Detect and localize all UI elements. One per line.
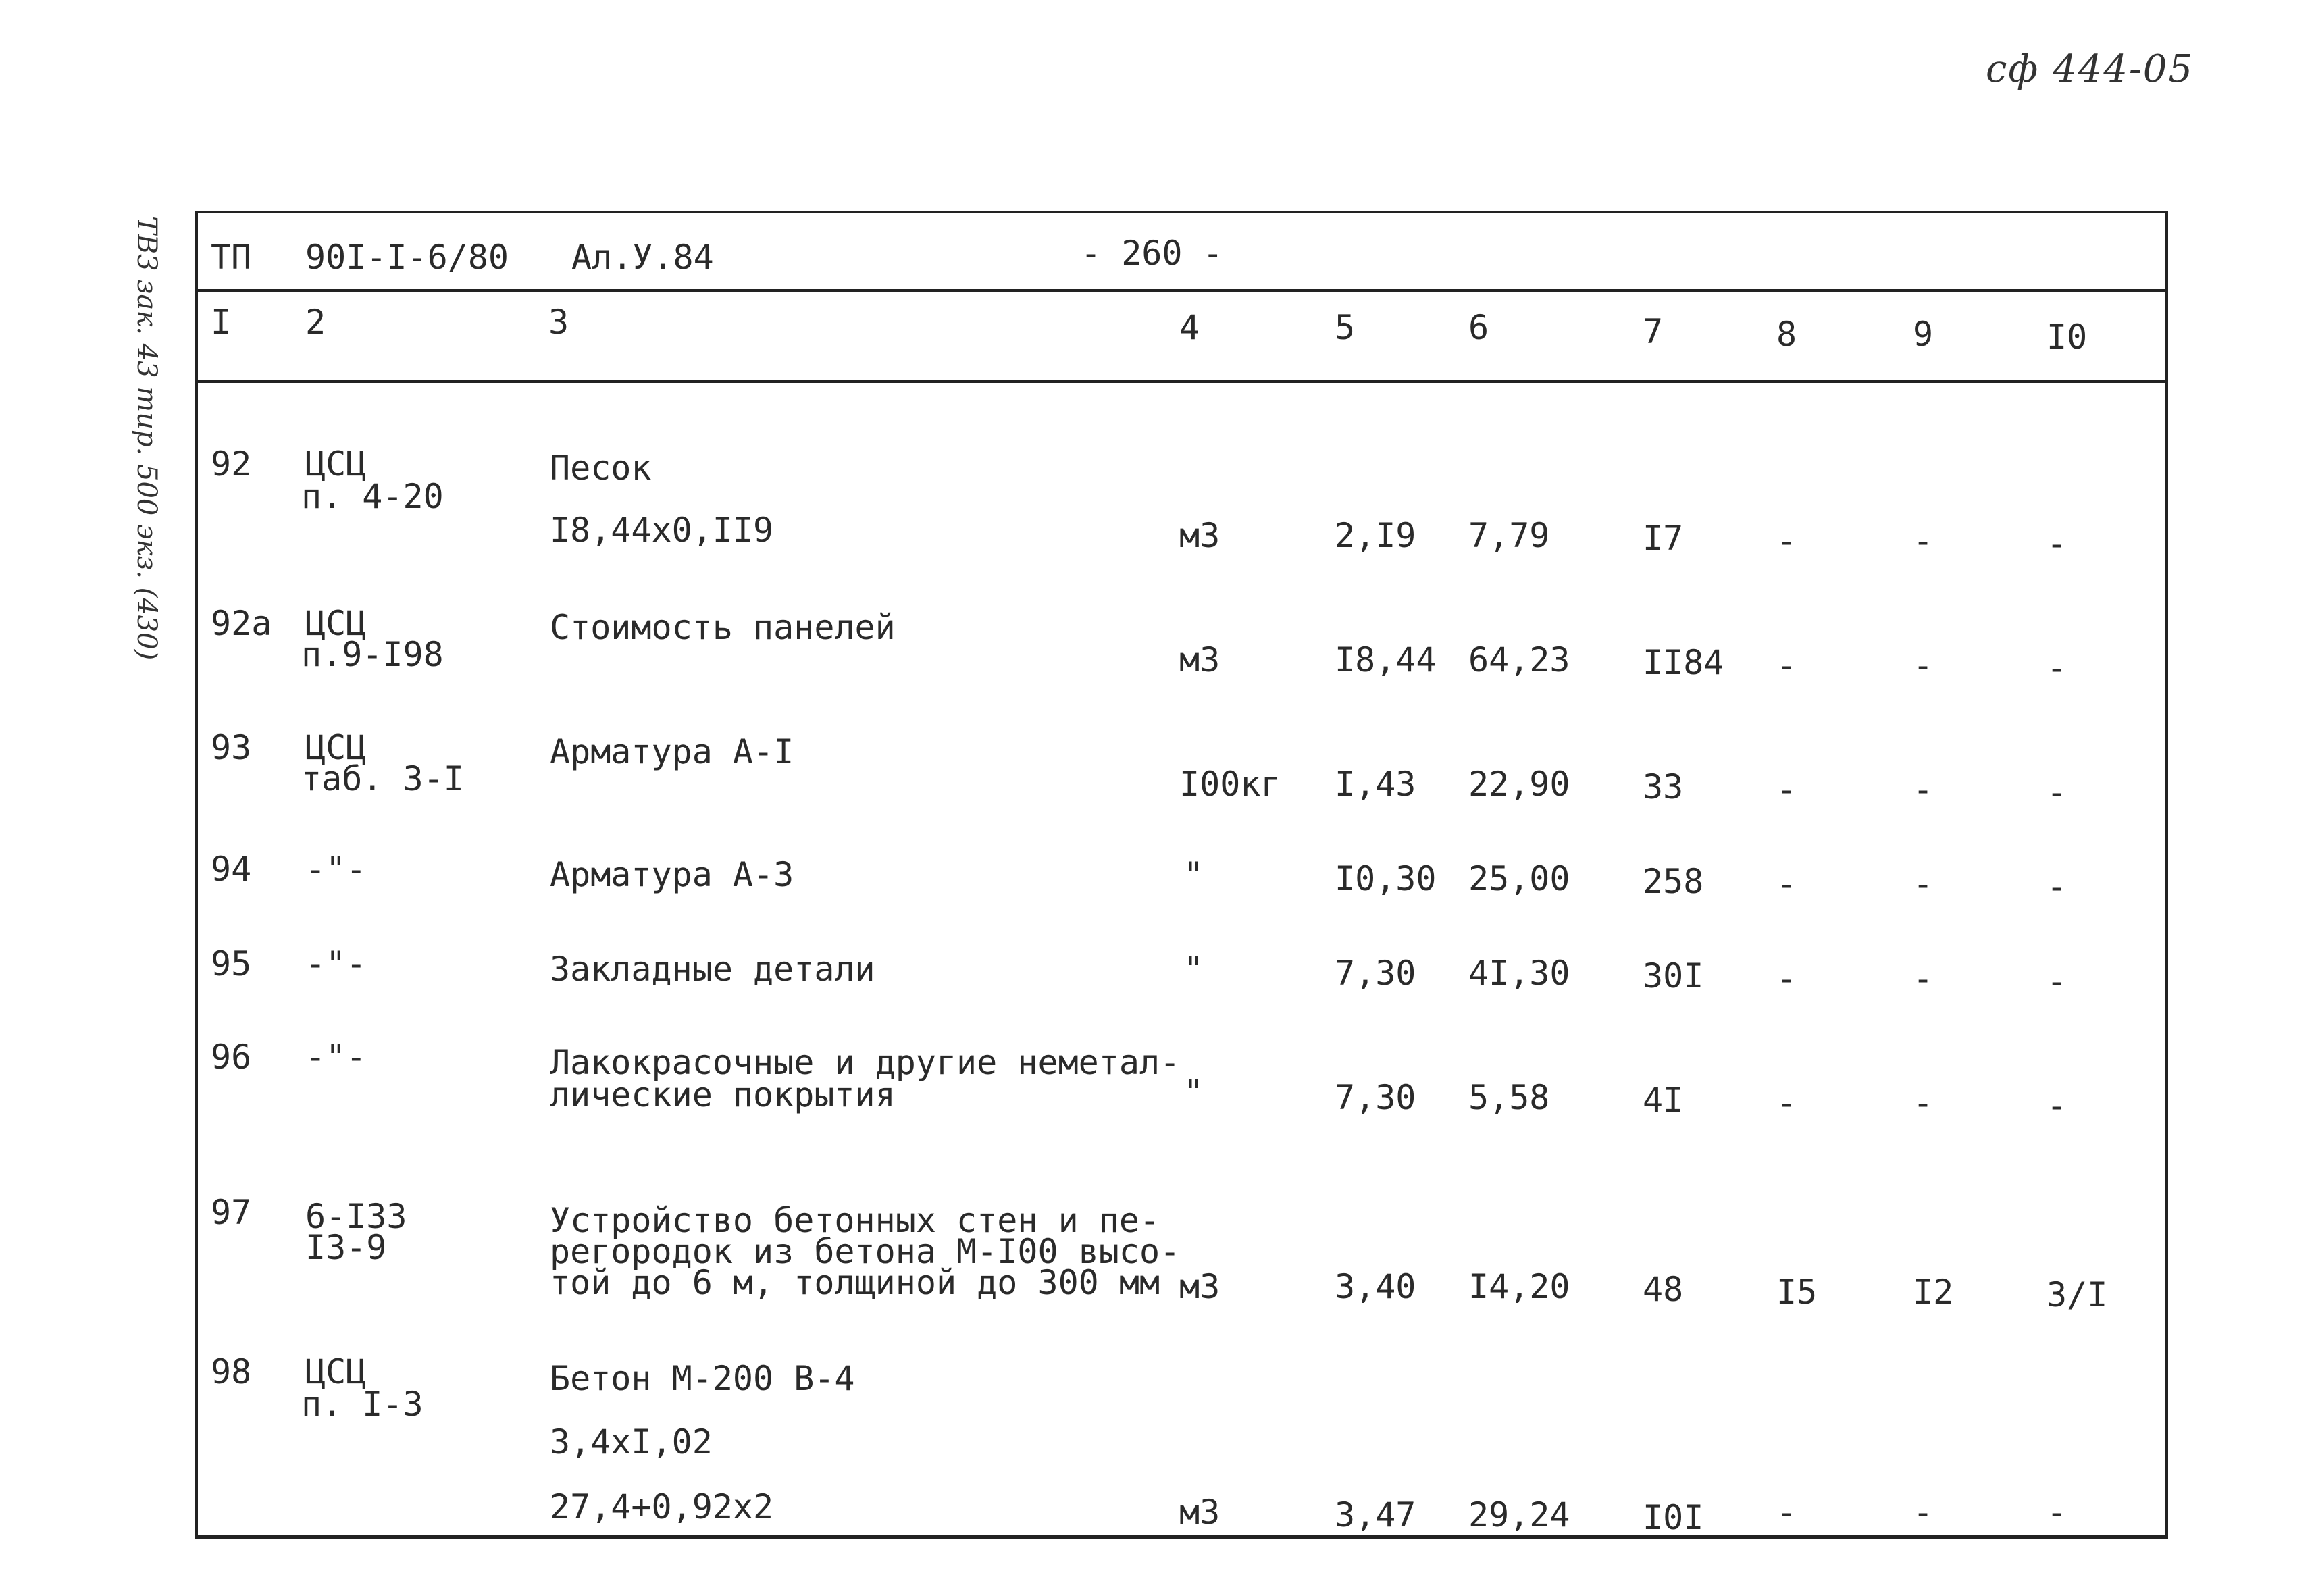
row-description: Закладные детали <box>550 950 875 989</box>
row-quantity: I,43 <box>1335 765 1416 804</box>
row-calculation: 3,4xI,02 <box>550 1422 713 1462</box>
row-number: 93 <box>211 728 252 767</box>
row-number: 95 <box>211 944 252 983</box>
row-code: ЦСЦ <box>305 444 367 484</box>
row-number: 98 <box>211 1352 252 1391</box>
row-total: 30I <box>1643 956 1704 996</box>
row-description: Стоимость панелей <box>550 608 896 647</box>
row-quantity: 7,30 <box>1335 954 1416 993</box>
columns-divider-line <box>195 380 2168 383</box>
row-total: 33 <box>1643 767 1684 806</box>
row-total: I0I <box>1643 1498 1704 1537</box>
row-unit: " <box>1183 950 1204 989</box>
row-col10: - <box>2047 867 2067 906</box>
column-number: 3 <box>548 303 569 342</box>
row-description: Арматура А-3 <box>550 855 794 894</box>
row-code: ЦСЦ <box>305 728 367 767</box>
row-col9: - <box>1913 770 1934 809</box>
row-unit: I00кг <box>1179 765 1281 804</box>
row-total: II84 <box>1643 643 1724 682</box>
column-number: 9 <box>1913 315 1934 354</box>
header-project-number: 90I-I-6/80 <box>305 238 509 277</box>
row-col8: - <box>1776 521 1797 561</box>
row-unit: м3 <box>1179 1267 1220 1306</box>
header-album: Ал.У.84 <box>571 238 714 277</box>
row-col10: - <box>2047 648 2067 688</box>
row-col9: - <box>1913 646 1934 685</box>
row-col8: - <box>1776 646 1797 685</box>
row-quantity: I8,44 <box>1335 640 1437 679</box>
row-code: -"- <box>305 944 367 983</box>
row-col9: - <box>1913 1083 1934 1123</box>
row-unit: м3 <box>1179 516 1220 555</box>
row-quantity: 7,30 <box>1335 1078 1416 1117</box>
row-col9: I2 <box>1913 1272 1954 1312</box>
row-unit: " <box>1183 855 1204 894</box>
row-col9: - <box>1913 1493 1934 1532</box>
row-col8: - <box>1776 770 1797 809</box>
row-unit-price: 22,90 <box>1468 765 1570 804</box>
row-quantity: 3,47 <box>1335 1495 1416 1535</box>
row-col10: - <box>2047 962 2067 1001</box>
row-col10: - <box>2047 1493 2067 1532</box>
row-col9: - <box>1913 865 1934 904</box>
row-number: 94 <box>211 850 252 889</box>
column-number: 6 <box>1468 308 1489 347</box>
row-description: Бетон М-200 В-4 <box>550 1359 855 1398</box>
row-unit-price: I4,20 <box>1468 1267 1570 1306</box>
row-total: 258 <box>1643 862 1704 901</box>
page-number: - 260 - <box>1081 234 1223 273</box>
row-code: п. 4-20 <box>301 477 444 516</box>
row-code: 6-I33 <box>305 1197 407 1236</box>
row-unit-price: 5,58 <box>1468 1078 1550 1117</box>
row-col9: - <box>1913 959 1934 998</box>
row-unit-price: 25,00 <box>1468 859 1570 898</box>
row-col9: - <box>1913 521 1934 561</box>
row-number: 92а <box>211 604 272 643</box>
column-number: 2 <box>305 303 326 342</box>
row-calculation: 27,4+0,92x2 <box>550 1487 774 1526</box>
row-number: 92 <box>211 444 252 484</box>
row-unit-price: 29,24 <box>1468 1495 1570 1535</box>
column-number: 4 <box>1179 308 1200 347</box>
row-unit-price: 7,79 <box>1468 516 1550 555</box>
row-col10: - <box>2047 524 2067 563</box>
column-number: I <box>211 303 232 342</box>
row-code: ЦСЦ <box>305 604 367 643</box>
row-code: таб. 3-I <box>301 759 464 798</box>
row-total: 48 <box>1643 1270 1684 1309</box>
row-unit: м3 <box>1179 1493 1220 1532</box>
row-code: п. I-3 <box>301 1385 423 1424</box>
column-number: I0 <box>2047 317 2088 357</box>
header-divider-line <box>195 289 2168 292</box>
row-calculation: I8,44x0,II9 <box>550 511 774 550</box>
row-col10: - <box>2047 773 2067 812</box>
row-quantity: I0,30 <box>1335 859 1437 898</box>
estimate-table-frame <box>195 211 2168 1539</box>
row-code: ЦСЦ <box>305 1352 367 1391</box>
row-code: I3-9 <box>305 1228 387 1267</box>
column-number: 7 <box>1643 312 1664 351</box>
row-number: 97 <box>211 1193 252 1232</box>
row-description: Арматура А-I <box>550 732 794 771</box>
row-unit: " <box>1183 1073 1204 1112</box>
header-tp: ТП <box>211 238 252 277</box>
column-number: 5 <box>1335 308 1356 347</box>
row-code: п.9-I98 <box>301 635 444 674</box>
row-unit-price: 64,23 <box>1468 640 1570 679</box>
column-number: 8 <box>1776 315 1797 354</box>
row-col10: - <box>2047 1086 2067 1125</box>
row-description: лические покрытия <box>550 1075 896 1114</box>
row-col8: - <box>1776 865 1797 904</box>
row-description: Песок <box>550 448 652 488</box>
row-description: той до 6 м, толщиной до 300 мм <box>550 1263 1160 1302</box>
row-col10: 3/I <box>2047 1275 2108 1314</box>
row-number: 96 <box>211 1037 252 1077</box>
row-quantity: 2,I9 <box>1335 516 1416 555</box>
row-quantity: 3,40 <box>1335 1267 1416 1306</box>
row-total: 4I <box>1643 1081 1684 1120</box>
row-unit-price: 4I,30 <box>1468 954 1570 993</box>
row-col8: - <box>1776 1493 1797 1532</box>
archive-code-mark: сф 444-05 <box>1986 47 2194 91</box>
row-code: -"- <box>305 850 367 889</box>
row-description: регородок из бетона М-I00 высо- <box>550 1232 1181 1271</box>
row-code: -"- <box>305 1037 367 1077</box>
print-run-note: ТВЗ зак. 43 тир. 500 экз. (430) <box>131 216 162 661</box>
row-total: I7 <box>1643 519 1684 558</box>
row-description: Лакокрасочные и другие неметал- <box>550 1043 1181 1082</box>
row-description: Устройство бетонных стен и пе- <box>550 1201 1160 1240</box>
row-col8: - <box>1776 1083 1797 1123</box>
row-col8: - <box>1776 959 1797 998</box>
row-col8: I5 <box>1776 1272 1818 1312</box>
row-unit: м3 <box>1179 640 1220 679</box>
